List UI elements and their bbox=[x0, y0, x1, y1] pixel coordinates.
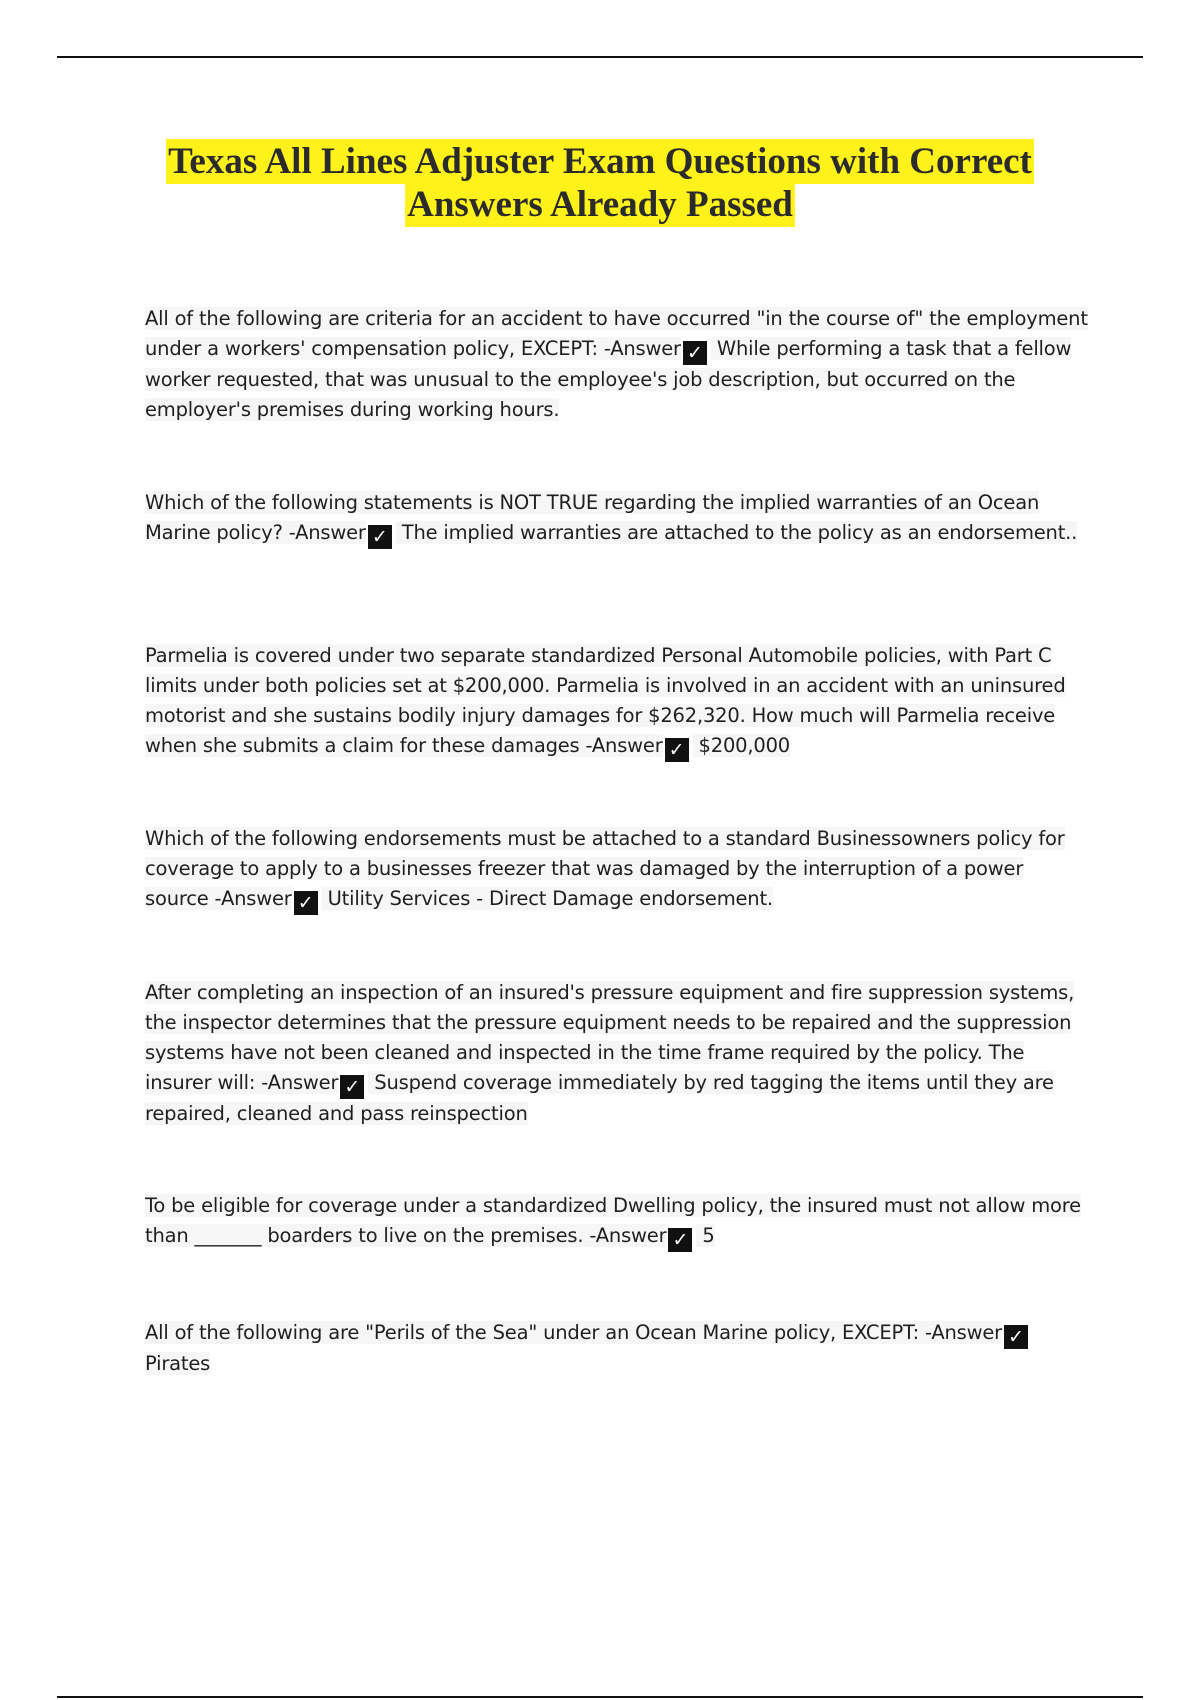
answer-text: Suspend coverage immediately by red tagging the items until they are repaired, cleaned and pass reinspection bbox=[145, 1071, 1054, 1125]
qa-item-2 bbox=[145, 488, 1090, 549]
qa-item-6 bbox=[145, 1191, 1090, 1252]
answer-text: The implied warranties are attached to the policy as an endorsement.. bbox=[395, 521, 1078, 544]
question-text: To be eligible for coverage under a standardized Dwelling policy, the insured must not allow more than _______ boarders to live on the premises. -Answer bbox=[145, 1194, 1081, 1247]
checkmark-icon: ✓ bbox=[1004, 1325, 1028, 1349]
answer-text: Utility Services - Direct Damage endorsement. bbox=[321, 887, 773, 910]
question-text: All of the following are criteria for an accident to have occurred "in the course of" the employment under a workers' compensation policy, EXCEPT: -Answer bbox=[145, 307, 1088, 360]
qa-item-3 bbox=[145, 641, 1090, 762]
question-text: Parmelia is covered under two separate standardized Personal Automobile policies, with Part C limits under both policies set at $200,000. Parmelia is involved in an accident with an uninsured motorist and she sustains bodily injury damages for $262,320. How much will Parmelia receive when she submits a claim for these damages -Answer bbox=[145, 644, 1066, 757]
answer-text: Pirates bbox=[145, 1352, 211, 1375]
checkmark-icon: ✓ bbox=[340, 1075, 364, 1099]
question-text: All of the following are "Perils of the Sea" under an Ocean Marine policy, EXCEPT: -Answer bbox=[145, 1321, 1002, 1344]
header-rule bbox=[57, 56, 1143, 58]
checkmark-icon: ✓ bbox=[665, 738, 689, 762]
footer-rule bbox=[57, 1696, 1143, 1698]
answer-text: While performing a task that a fellow worker requested, that was unusual to the employee's job description, but occurred on the employer's premises during working hours. bbox=[145, 337, 1072, 421]
checkmark-icon: ✓ bbox=[683, 341, 707, 365]
qa-item-7 bbox=[145, 1318, 1090, 1379]
question-text: Which of the following endorsements must be attached to a standard Businessowners policy for coverage to apply to a businesses freezer that was damaged by the interruption of a power source -Answer bbox=[145, 827, 1065, 910]
answer-text: 5 bbox=[696, 1224, 715, 1247]
checkmark-icon: ✓ bbox=[294, 891, 318, 915]
checkmark-icon: ✓ bbox=[668, 1228, 692, 1252]
document-title bbox=[100, 140, 1100, 226]
qa-item-5 bbox=[145, 978, 1090, 1129]
qa-item-1 bbox=[145, 304, 1090, 425]
qa-item-4 bbox=[145, 824, 1090, 915]
title-highlight: Texas All Lines Adjuster Exam Questions with Correct Answers Already Passed bbox=[168, 141, 1032, 225]
question-text: Which of the following statements is NOT TRUE regarding the implied warranties of an Ocean Marine policy? -Answer bbox=[145, 491, 1040, 544]
question-text: After completing an inspection of an insured's pressure equipment and fire suppression systems, the inspector determines that the pressure equipment needs to be repaired and the suppression systems have not been cleaned and inspected in the time frame required by the policy. The insurer will: -Answer bbox=[145, 981, 1075, 1094]
answer-text: $200,000 bbox=[692, 734, 790, 757]
checkmark-icon: ✓ bbox=[368, 525, 392, 549]
